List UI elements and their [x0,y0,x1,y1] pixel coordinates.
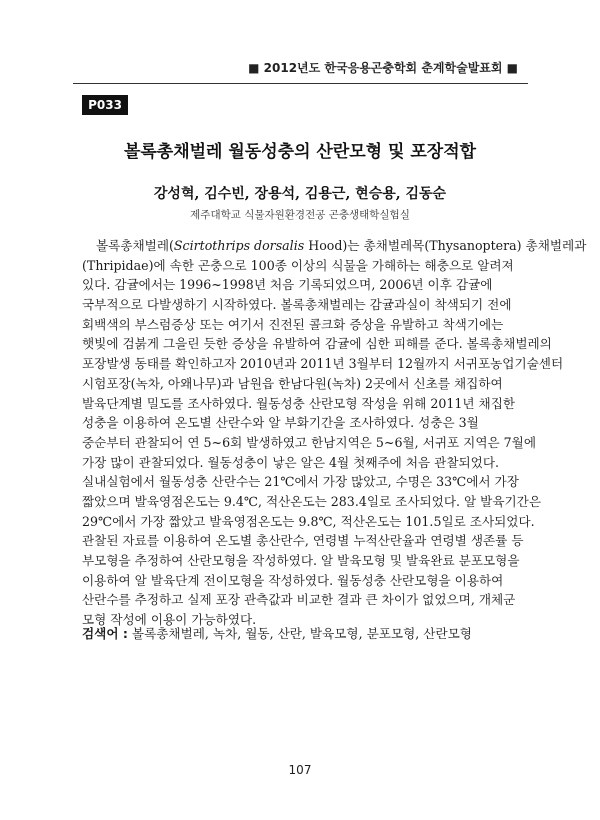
keywords-line [82,623,522,642]
abstract-line: 있다. 감귤에서는 1996~1998년 처음 기록되었으며, 2006년 이후 감귤에 [82,277,493,293]
abstract-line: 모형 작성에 이용이 가능하였다. [82,612,257,628]
abstract-line: 짧았으며 발육영점온도는 9.4℃, 적산온도는 283.4일로 조사되었다. 알 발육기간은 [82,493,541,509]
abstract-line: (Thripidae)에 속한 곤충으로 100종 이상의 식물을 가해하는 해충으로 알려져 [82,257,514,273]
keywords-text: 볼록총채벌레, 녹차, 월동, 산란, 발육모형, 분포모형, 산란모형 [127,626,472,641]
abstract-text: 볼록총채벌레( [96,238,174,253]
abstract-line: 중순부터 관찰되어 연 5~6회 발생하였고 한남지역은 5~6월, 서귀포 지역은 7월에 [82,434,537,450]
header-text: ■ 2012년도 한국응용곤충학회 춘계학술발표회 ■ [248,61,518,75]
abstract-body [82,236,587,630]
author-list: 강성혁, 김수빈, 장용석, 김용근, 현승용, 김동순 [153,186,447,202]
abstract-line: 관찰된 자료를 이용하여 온도별 총산란수, 연령별 누적산란율과 연령별 생존률 등 [82,533,524,549]
abstract-line: 29℃에서 가장 짧았고 발육영점온도는 9.8℃, 적산온도는 101.5일로 조사되었다. [82,513,535,529]
running-header [73,47,528,84]
page-number: 107 [288,763,312,777]
abstract-line [82,236,587,256]
poster-id-badge: P033 [82,95,128,115]
abstract-line: 발육단계별 밀도를 조사하였다. 월동성충 산란모형 작성을 위해 2011년 채집한 [82,395,516,411]
affiliation: 제주대학교 식물자원환경전공 곤충생태학실험실 [190,209,410,221]
abstract-line: 햇빛에 검붉게 그을린 듯한 증상을 유발하여 감귤에 심한 피해를 준다. 볼록총채벌레의 [82,336,552,352]
abstract-line: 실내실험에서 월동성충 산란수는 21℃에서 가장 많았고, 수명은 33℃에서 가장 [82,474,519,490]
abstract-line: 회백색의 부스럼증상 또는 여기서 진전된 콜크화 증상을 유발하고 착색기에는 [82,316,504,332]
abstract-line: 산란수를 추정하고 실제 포장 관측값과 비교한 결과 큰 차이가 없었으며, 개체군 [82,592,516,608]
keywords-label: 검색어 : [82,626,128,641]
abstract-line: 포장발생 동태를 확인하고자 2010년과 2011년 3월부터 12월까지 서귀포농업기술센터 [82,356,564,372]
abstract-line: 이용하여 알 발육단계 전이모형을 작성하였다. 월동성충 산란모형을 이용하여 [82,572,504,588]
abstract-line: 가장 많이 관찰되었다. 월동성충이 낳은 알은 4월 첫째주에 처음 관찰되었다. [82,454,500,470]
abstract-line: 성충을 이용하여 온도별 산란수와 알 부화기간을 조사하였다. 성충은 3월 [82,415,479,431]
abstract-line: 시험포장(녹차, 아왜나무)과 남원읍 한남다원(녹차) 2곳에서 신초를 채집하여 [82,375,503,391]
abstract-line: 부모형을 추정하여 산란모형을 작성하였다. 알 발육모형 및 발육완료 분포모형을 [82,553,520,568]
abstract-text: Hood)는 총채벌레목(Thysanoptera) 총채벌레과 [304,238,587,253]
abstract-line: 국부적으로 다발생하기 시작하였다. 볼록총채벌레는 감귤과실이 착색되기 전에 [82,297,512,313]
paper-title: 볼록총채벌레 월동성충의 산란모형 및 포장적합 [123,142,477,162]
species-name: Scirtothrips dorsalis [173,238,305,253]
